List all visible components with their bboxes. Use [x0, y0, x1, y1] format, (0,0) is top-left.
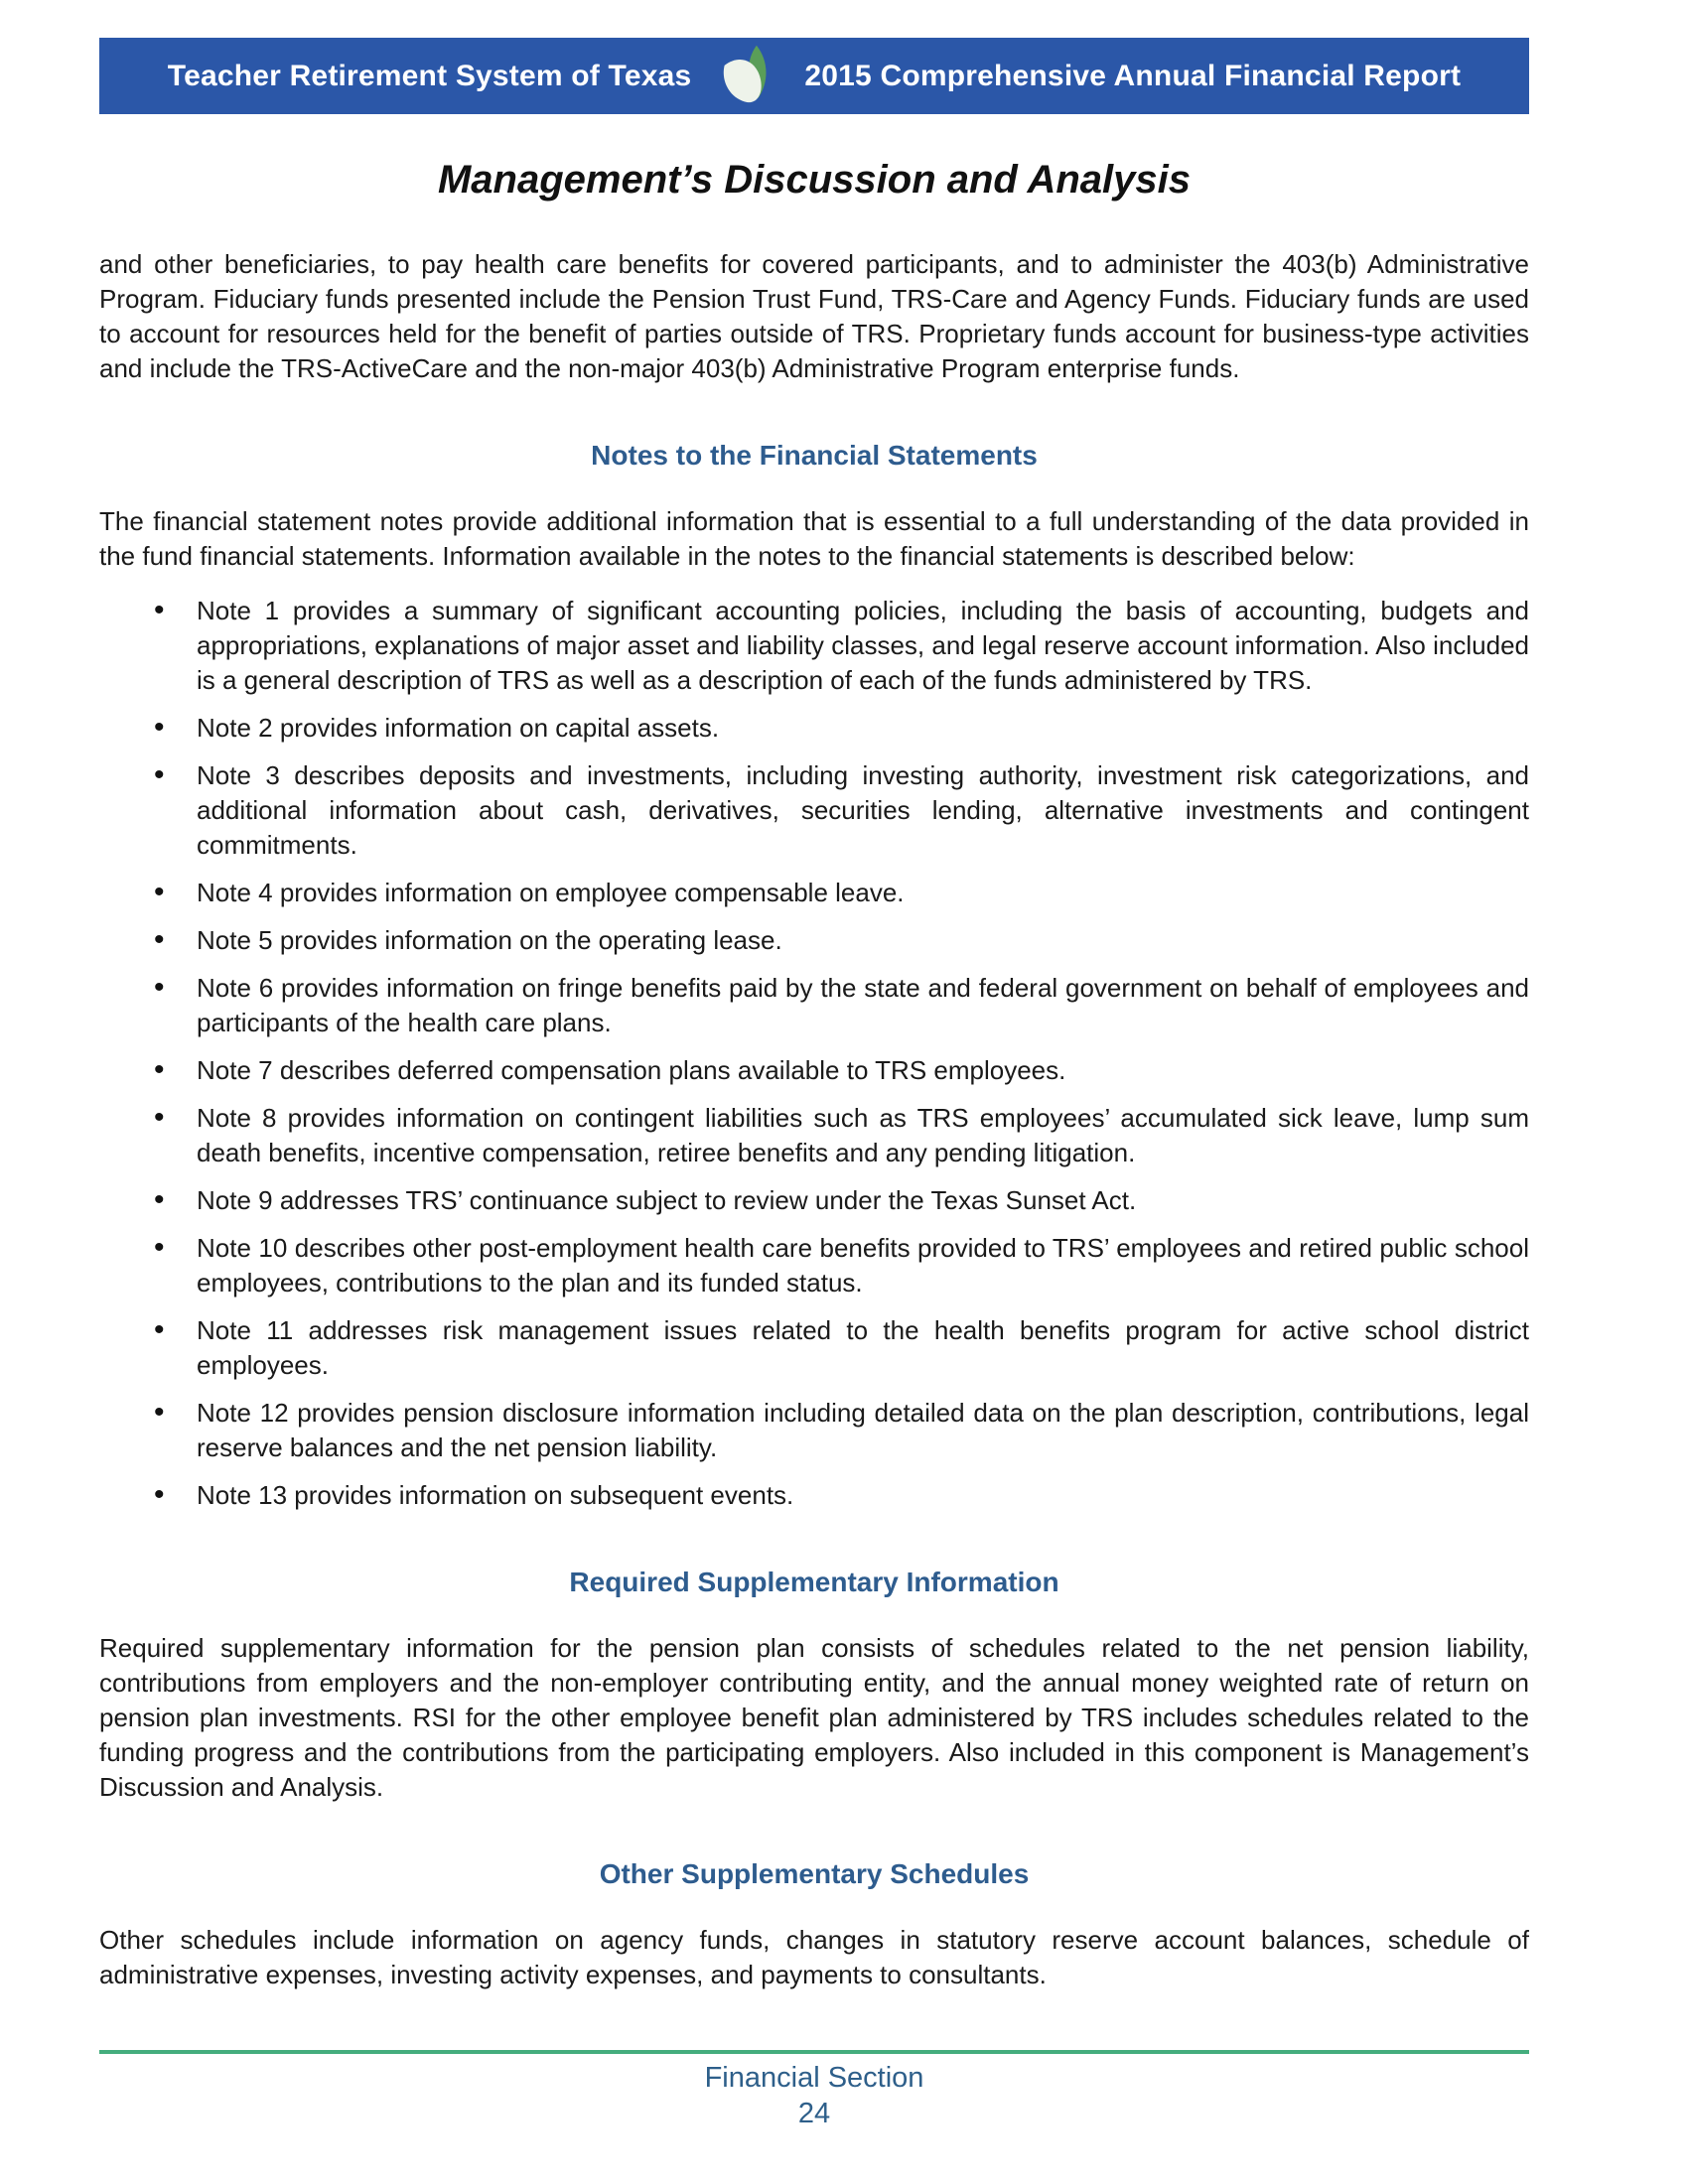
page-title: Management’s Discussion and Analysis — [437, 158, 1192, 202]
trs-leaf-icon — [717, 38, 778, 114]
footer-divider — [99, 2050, 1529, 2054]
other-schedules-paragraph: Other schedules include information on agency funds, changes in statutory reserve account balances, schedule of administrative expenses, investing activity expenses, and payments to consultants. — [99, 1925, 1529, 1989]
footer-page-number: 24 — [797, 2098, 831, 2129]
notes-list — [99, 594, 1529, 1513]
page-footer — [99, 2050, 1529, 2131]
rsi-paragraph: Required supplementary information for the pension plan consists of schedules related to the net pension liability, contributions from employers and the non-employer contributing entity, and the annual money weighted rate of return on pension plan investments. RSI for the other employee benefit plan administered by TRS includes schedules related to the funding progress and the contributions from the participating employers. Also included in this component is Management’s Discussion and Analysis. — [99, 1633, 1529, 1802]
notes-intro-paragraph: The financial statement notes provide additional information that is essential to a full understanding of the data provided in the fund financial statements. Information available in the notes to the financial statements is described below: — [99, 506, 1529, 571]
list-item-note-13: • Note 13 provides information on subsequent events. — [99, 1478, 1529, 1513]
page-header-banner — [99, 38, 1529, 114]
intro-paragraph: and other beneficiaries, to pay health care benefits for covered participants, and to administer the 403(b) Administrative Program. Fiduciary funds presented include the Pension Trust Fund, TRS-Care and Agency Funds. Fiduciary funds are used to account for resources held for the benefit of parties outside of TRS. Proprietary funds account for business-type activities and include the TRS-ActiveCare and the non-major 403(b) Administrative Program enterprise funds. — [99, 249, 1529, 383]
header-left-title: Teacher Retirement System of Texas — [167, 59, 692, 92]
list-item-note-10: • Note 10 describes other post-employment health care benefits provided to TRS’ employees and retired public school employees, contributions to the plan and its funded status. — [99, 1231, 1529, 1300]
list-item-note-9: • Note 9 addresses TRS’ continuance subject to review under the Texas Sunset Act. — [99, 1183, 1529, 1218]
list-item-note-8: • Note 8 provides information on contingent liabilities such as TRS employees’ accumulated sick leave, lump sum death benefits, incentive compensation, retiree benefits and any pending litigation. — [99, 1101, 1529, 1170]
list-item-note-1: • Note 1 provides a summary of significant accounting policies, including the basis of accounting, budgets and appropriations, explanations of major asset and liability classes, and legal reserve account information. Also included is a general description of TRS as well as a description of each of the funds administered by TRS. — [99, 594, 1529, 698]
list-item-note-12: • Note 12 provides pension disclosure information including detailed data on the plan description, contributions, legal reserve balances and the net pension liability. — [99, 1396, 1529, 1465]
list-item-note-3: • Note 3 describes deposits and investments, including investing authority, investment risk categorizations, and additional information about cash, derivatives, securities lending, alternative investments and contingent commitments. — [99, 758, 1529, 863]
rsi-section-heading: Required Supplementary Information — [569, 1567, 1059, 1597]
other-schedules-section-heading: Other Supplementary Schedules — [599, 1858, 1030, 1889]
list-item-note-7: • Note 7 describes deferred compensation plans available to TRS employees. — [99, 1053, 1529, 1088]
notes-section-heading: Notes to the Financial Statements — [591, 440, 1038, 471]
list-item-note-6: • Note 6 provides information on fringe benefits paid by the state and federal government on behalf of employees and participants of the health care plans. — [99, 971, 1529, 1040]
header-right-title: 2015 Comprehensive Annual Financial Report — [804, 59, 1462, 92]
footer-section-label: Financial Section — [704, 2062, 924, 2094]
list-item-note-2: • Note 2 provides information on capital assets. — [99, 711, 1529, 746]
list-item-note-5: • Note 5 provides information on the operating lease. — [99, 923, 1529, 958]
list-item-note-4: • Note 4 provides information on employee compensable leave. — [99, 876, 1529, 910]
document-body — [99, 156, 1529, 1992]
list-item-note-11: • Note 11 addresses risk management issues related to the health benefits program for active school district employees. — [99, 1313, 1529, 1383]
